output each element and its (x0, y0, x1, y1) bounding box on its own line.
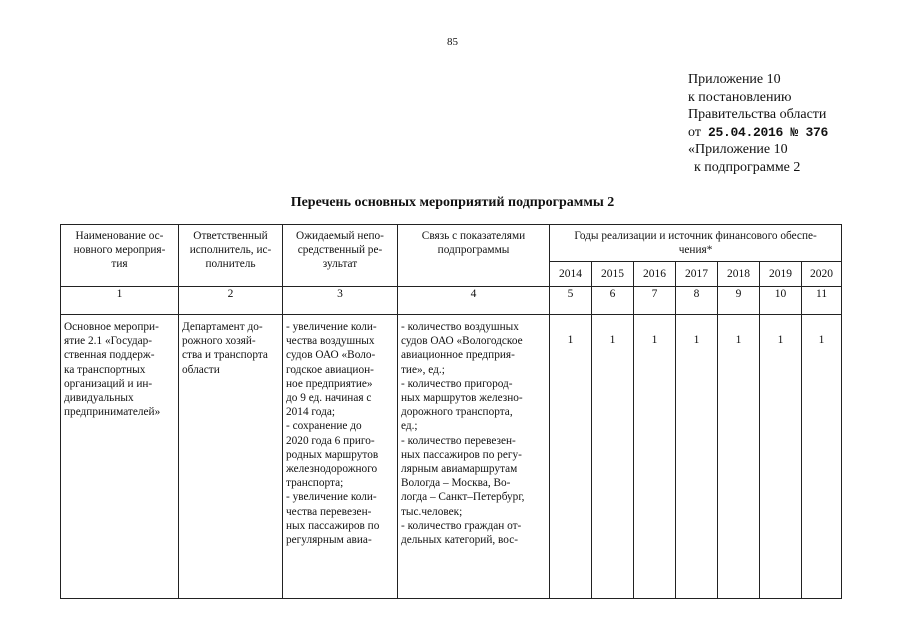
header-link: Связь с показателями подпрограммы (398, 225, 550, 287)
row-executor-cell (179, 315, 283, 599)
header-result: Ожидаемый непо- средственный ре- зультат (283, 225, 398, 287)
value-2017-cell (676, 315, 718, 599)
value-2020: 1 (818, 334, 825, 346)
value-2020-cell (802, 315, 842, 599)
row-name-cell (61, 315, 179, 599)
row-result-cell (283, 315, 398, 599)
header-executor: Ответственный исполнитель, ис- полнитель (179, 225, 283, 287)
value-2018-cell (718, 315, 760, 599)
value-2015: 1 (609, 334, 616, 346)
col-number-8: 8 (676, 287, 718, 315)
col-number-11: 11 (802, 287, 842, 315)
appendix-date-prefix: от (688, 124, 701, 140)
row-link-cell (398, 315, 550, 599)
col-number-4: 4 (398, 287, 550, 315)
col-number-1: 1 (61, 287, 179, 315)
measures-table (60, 224, 842, 599)
appendix-date-stamp: 25.04.2016 № 376 (707, 124, 828, 140)
row-name: Основное меропри- ятие 2.1 «Государ- ственная поддерж- ка транспортных организаций и ин- дивидуальных предпринимателей» (64, 321, 161, 419)
appendix-line-3: Правительства области (688, 107, 827, 123)
appendix-date-line (688, 124, 828, 142)
appendix-line-1: Приложение 10 (688, 72, 781, 87)
year-2014: 2014 (550, 262, 592, 287)
header-years-group: Годы реализации и источник финансового обеспе- чения* (550, 225, 842, 262)
value-2014-cell (550, 315, 592, 599)
col-number-6: 6 (592, 287, 634, 315)
appendix-line-2: к постановлению (688, 89, 792, 105)
year-2019: 2019 (760, 262, 802, 287)
appendix-block (688, 71, 828, 177)
header-name: Наименование ос- новного мероприя- тия (61, 225, 179, 287)
document-title: Перечень основных мероприятий подпрограммы 2 (290, 195, 615, 210)
value-2015-cell (592, 315, 634, 599)
value-2019-cell (760, 315, 802, 599)
value-2017: 1 (693, 334, 700, 346)
year-2015: 2015 (592, 262, 634, 287)
col-number-9: 9 (718, 287, 760, 315)
value-2018: 1 (735, 334, 742, 346)
row-link: - количество воздушных судов ОАО «Вологодское авиационное предприя- тие», ед.; - количество пригород- ных маршрутов железно- дорожного транспорта, ед.; - количество перевезен- ных пассажиров по регу- лярным авиамаршрутам Вологда – Москва, Во- логда – Санкт–Петербург, тыс.человек; - количество граждан от- дельных категорий, вос- (401, 321, 525, 547)
col-number-2: 2 (179, 287, 283, 315)
year-2016: 2016 (634, 262, 676, 287)
row-result: - увеличение коли- чества воздушных судов ОАО «Воло- годское авиацион- ное предприятие» до 9 ед. начиная с 2014 года; - сохранение до 2020 года 6 приго- родных маршрутов железнодорожного транспорта; - увеличение коли- чества перевезен- ных пассажиров по регулярным авиа- (286, 321, 380, 547)
value-2019: 1 (777, 334, 784, 346)
year-2018: 2018 (718, 262, 760, 287)
col-number-10: 10 (760, 287, 802, 315)
value-2016: 1 (651, 334, 658, 346)
value-2016-cell (634, 315, 676, 599)
appendix-line-5: «Приложение 10 (688, 142, 788, 158)
appendix-line-6: к подпрограмме 2 (694, 159, 801, 175)
value-2014: 1 (567, 334, 574, 346)
page-number: 85 (447, 36, 458, 48)
year-2017: 2017 (676, 262, 718, 287)
year-2020: 2020 (802, 262, 842, 287)
row-executor: Департамент до- рожного хозяй- ства и транспорта области (182, 321, 268, 376)
col-number-5: 5 (550, 287, 592, 315)
col-number-7: 7 (634, 287, 676, 315)
col-number-3: 3 (283, 287, 398, 315)
